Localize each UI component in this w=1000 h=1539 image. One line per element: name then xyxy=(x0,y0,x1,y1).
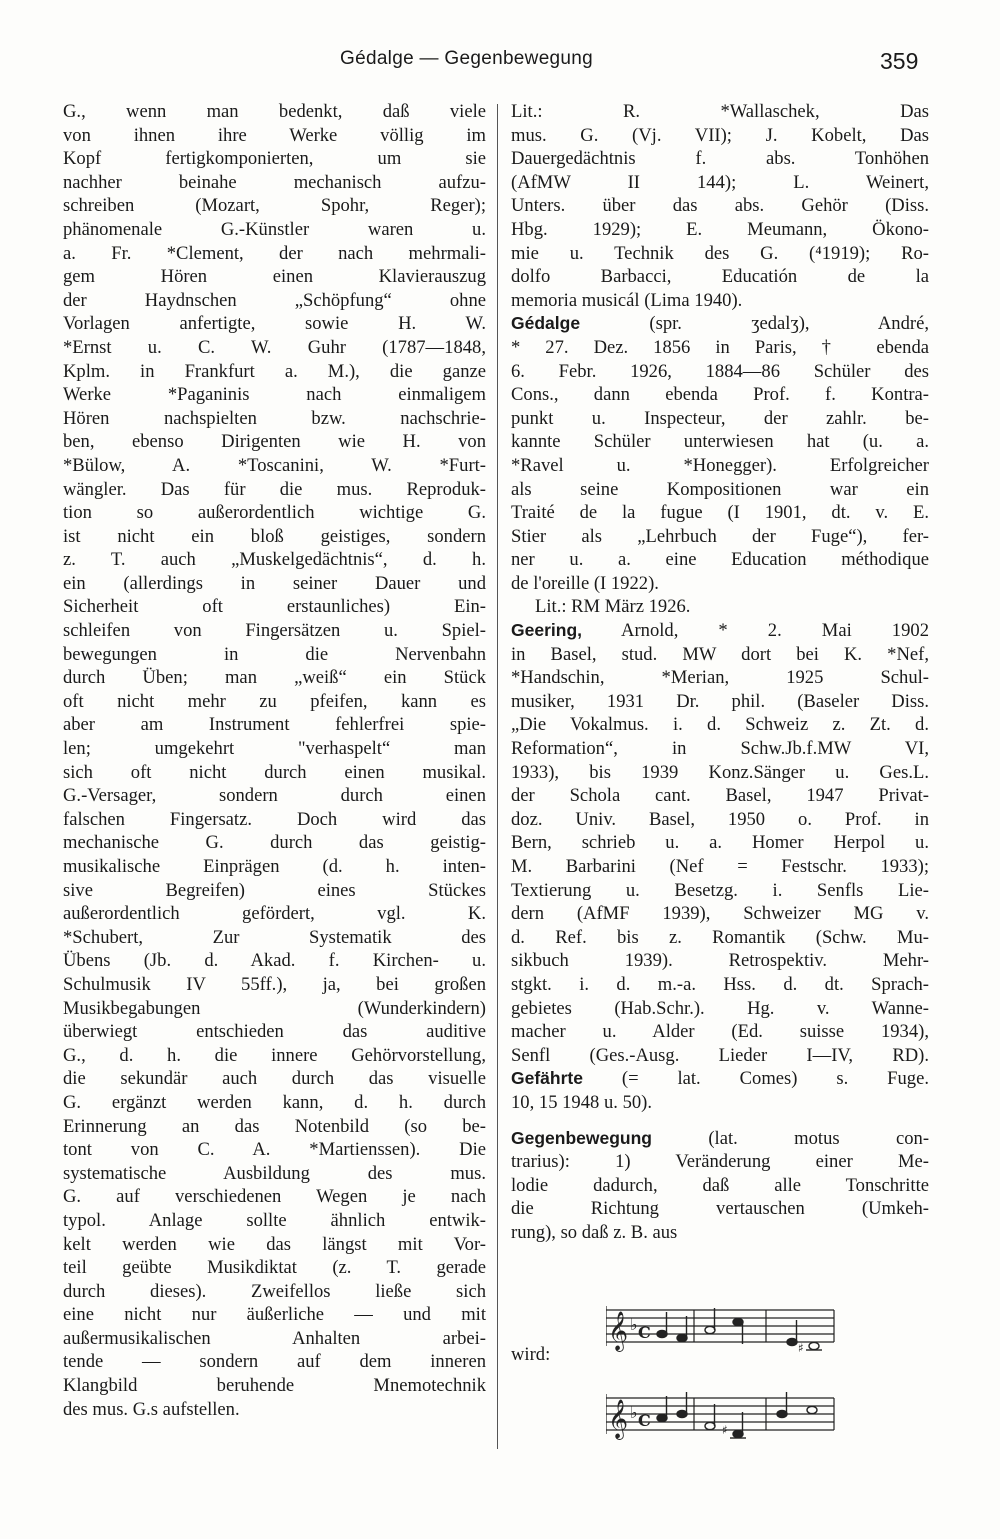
text-line: gebietes (Hab.Schr.). Hg. v. Wanne- xyxy=(511,997,929,1019)
text-line: „Die Vokalmus. i. d. Schweiz z. Zt. d. xyxy=(511,714,929,736)
running-head xyxy=(0,44,1000,76)
text-line: z. T. auch „Muskelgedächtnis“, d. h. xyxy=(63,549,486,571)
text-line: Unters. über das abs. Gehör (Diss. xyxy=(511,195,929,217)
entry-first-line xyxy=(511,619,929,643)
text-line: Klangbild beruhende Mnemotechnik xyxy=(63,1375,486,1397)
text-run: (spr. ʒedalʒ), André, xyxy=(649,313,929,335)
text-line: systematische Ausbildung des mus. xyxy=(63,1162,486,1184)
text-line: Bern, schrieb u. a. Homer Herpol u. xyxy=(511,832,929,854)
column-rule xyxy=(497,104,498,1449)
text-line: Werke *Paganinis nach einmaligem xyxy=(63,384,486,406)
text-line: ner u. a. eine Education méthodique xyxy=(511,549,929,571)
text-line: Musikbegabungen (Wunderkindern) xyxy=(63,997,486,1019)
text-line: G. auf verschiedenen Wegen je nach xyxy=(63,1186,486,1208)
svg-text:𝄞: 𝄞 xyxy=(608,1399,629,1439)
svg-text:♯: ♯ xyxy=(798,1341,804,1355)
text-line: bewegungen in die Nervenbahn xyxy=(63,643,486,665)
text-line: teil geübte Musikdiktat (z. T. gerade xyxy=(63,1257,486,1279)
text-line: (AfMW II 144); L. Weinert, xyxy=(511,171,929,193)
text-line: Lit.: R. *Wallaschek, Das xyxy=(511,101,929,122)
text-line: in Basel, stud. MW dort bei K. *Nef, xyxy=(511,643,929,665)
text-line: mechanische G. durch das geistig- xyxy=(63,832,486,854)
text-line: *Handschin, *Merian, 1925 Schul- xyxy=(511,667,929,689)
text-line: von ihnen ihre Werke völlig im xyxy=(63,124,486,146)
text-line: Reformation“, in Schw.Jb.f.MW VI, xyxy=(511,738,929,760)
text-line: sive Begreifen) eines Stückes xyxy=(63,879,486,901)
text-line: 10, 15 1948 u. 50). xyxy=(511,1091,652,1113)
running-title: Gédalge — Gegenbewegung xyxy=(340,48,594,69)
text-line: G., wenn man bedenkt, daß viele xyxy=(63,101,486,122)
headword: Gédalge xyxy=(511,313,581,334)
text-line: der Haydnschen „Schöpfung“ ohne xyxy=(63,289,486,311)
text-line: mus. G. (Vj. VII); J. Kobelt, Das xyxy=(511,124,929,146)
headword: Gegenbewegung xyxy=(511,1127,652,1148)
text-line: tende — sondern auf dem inneren xyxy=(63,1351,486,1373)
svg-text:♭: ♭ xyxy=(630,1403,638,1422)
svg-text:𝄞: 𝄞 xyxy=(608,1311,629,1351)
headword: Geering, xyxy=(511,620,582,641)
text-line: Cons., dann ebenda Prof. f. Kontra- xyxy=(511,384,929,406)
text-line: *Ravel u. *Honegger). Erfolgreicher xyxy=(511,454,929,476)
text-line: typol. Anlage sollte ähnlich entwik- xyxy=(63,1209,486,1231)
music-staff-inversion xyxy=(606,1388,856,1448)
text-run: (= lat. Comes) s. Fuge. xyxy=(621,1068,929,1090)
text-line: die sekundär auch durch das visuelle xyxy=(63,1068,486,1090)
text-line: tont von C. A. *Martienssen). Die xyxy=(63,1139,486,1161)
text-line: d. Ref. bis z. Romantik (Schw. Mu- xyxy=(511,926,929,948)
text-line: 1933), bis 1939 Konz.Sänger u. Ges.L. xyxy=(511,761,929,783)
text-line: sikbuch 1939). Retrospektiv. Mehr- xyxy=(511,950,929,972)
text-line: kannte Schüler unterwiesen hat (u. a. xyxy=(511,431,929,453)
svg-text:♭: ♭ xyxy=(630,1315,638,1334)
text-line: die Richtung vertauschen (Umkeh- xyxy=(511,1198,929,1220)
text-line: musiker, 1931 Dr. phil. (Baseler Diss. xyxy=(511,690,929,712)
text-line: memoria musicál (Lima 1940). xyxy=(511,289,743,311)
text-line: doz. Univ. Basel, 1950 o. Prof. in xyxy=(511,808,929,830)
text-line: G., d. h. die innere Gehörvorstellung, xyxy=(63,1044,486,1066)
headword: Gefährte xyxy=(511,1068,583,1089)
text-line: schleifen von Fingersätzen u. Spiel- xyxy=(63,620,486,642)
text-line: Hbg. 1929); E. Meumann, Ökono- xyxy=(511,218,929,240)
text-line: Sicherheit oft erstaunliches) Ein- xyxy=(63,596,486,618)
text-line: ein (allerdings in seiner Dauer und xyxy=(63,572,486,594)
text-line: stgkt. i. d. m.-a. Hss. d. dt. Sprach- xyxy=(511,973,929,995)
svg-text:C: C xyxy=(638,1323,651,1342)
text-line: des mus. G.s aufstellen. xyxy=(63,1398,240,1420)
text-line: tion so außerordentlich wichtige G. xyxy=(63,502,486,524)
text-line: durch dieses). Zweifellos ließe sich xyxy=(63,1280,486,1302)
text-line: außermusikalischen Anhalten arbei- xyxy=(63,1327,486,1349)
text-line: Schulmusik IV 55ff.), ja, bei großen xyxy=(63,973,486,995)
text-line: Kplm. in Frankfurt a. M.), die ganze xyxy=(63,360,486,382)
text-line: Dauergedächtnis f. abs. Tonhöhen xyxy=(511,148,929,170)
text-line: schreiben (Mozart, Spohr, Reger); xyxy=(63,195,486,217)
text-run: Arnold, * 2. Mai 1902 xyxy=(621,620,929,642)
text-line: 6. Febr. 1926, 1884—86 Schüler des xyxy=(511,360,929,382)
text-line: * 27. Dez. 1856 in Paris, † ebenda xyxy=(511,336,929,358)
text-line: aber am Instrument fehlerfrei spie- xyxy=(63,714,486,736)
text-line: trarius): 1) Veränderung einer Me- xyxy=(511,1151,929,1173)
text-line: außerordentlich gefördert, vgl. K. xyxy=(63,903,486,925)
text-line: len; umgekehrt "verhaspelt“ man xyxy=(63,738,486,760)
text-line: Lit.: RM März 1926. xyxy=(535,596,691,618)
entry-first-line xyxy=(511,312,929,336)
text-line: *Ernst u. C. W. Guhr (1787—1848, xyxy=(63,336,486,358)
text-line: Textierung u. Besetzg. i. Senfls Lie- xyxy=(511,879,929,901)
music-examples xyxy=(511,1300,929,1460)
text-line: Vorlagen anfertigte, sowie H. W. xyxy=(63,313,486,335)
text-line: mie u. Technik des G. (⁴1919); Ro- xyxy=(511,242,929,264)
text-line: macher u. Alder (Ed. suisse 1934), xyxy=(511,1021,929,1043)
text-line: der Schola cant. Basel, 1947 Privat- xyxy=(511,785,929,807)
entry-gedalge xyxy=(511,312,929,619)
text-line: eine nicht nur äußerliche — und mit xyxy=(63,1304,486,1326)
entry-first-line xyxy=(511,1067,929,1091)
text-line: *Bülow, A. *Toscanini, W. *Furt- xyxy=(63,454,486,476)
text-line: a. Fr. *Clement, der nach mehrmali- xyxy=(63,242,486,264)
text-line: *Schubert, Zur Systematik des xyxy=(63,926,486,948)
text-line: Senfl (Ges.-Ausg. Lieder I—IV, RD). xyxy=(511,1044,929,1066)
svg-text:♯: ♯ xyxy=(722,1423,728,1437)
text-line: rung), so daß z. B. aus xyxy=(511,1221,678,1243)
text-line: Erinnerung an das Notenbild (so be- xyxy=(63,1115,486,1137)
text-line: Hören nachspielten bzw. nachschrie- xyxy=(63,407,486,429)
text-line: phänomenale G.-Künstler waren u. xyxy=(63,218,486,240)
entry-gegenbewegung xyxy=(511,1127,929,1245)
music-staff-original xyxy=(606,1300,856,1360)
text-line: Übens (Jb. d. Akad. f. Kirchen- u. xyxy=(63,950,486,972)
text-line: M. Barbarini (Nef = Festschr. 1933); xyxy=(511,856,929,877)
entry-lit-gedaechtnis xyxy=(511,100,929,312)
text-line: überwiegt entschieden das auditive xyxy=(63,1021,486,1043)
music-label: wird: xyxy=(511,1344,551,1365)
text-line: G. ergänzt werden kann, d. h. durch xyxy=(63,1091,486,1113)
text-line: lodie dadurch, daß alle Tonschritte xyxy=(511,1174,929,1196)
text-line: G.-Versager, sondern durch einen xyxy=(63,785,486,807)
text-line: dolfo Barbacci, Educatión de la xyxy=(511,266,929,288)
right-column xyxy=(511,100,929,1245)
text-run: (lat. motus con- xyxy=(708,1127,929,1149)
text-line: ist nicht ein bloß geistiges, sondern xyxy=(63,525,486,547)
text-line: falschen Fingersatz. Doch wird das xyxy=(63,808,486,830)
text-line: durch Üben; man „weiß“ ein Stück xyxy=(63,667,486,689)
text-line: gem Hören einen Klavierauszug xyxy=(63,266,486,288)
text-line: kelt werden wie das längst mit Vor- xyxy=(63,1233,486,1255)
text-line: Traité de la fugue (I 1901, dt. v. E. xyxy=(511,502,929,524)
text-line: Kopf fertigkomponierten, um sie xyxy=(63,148,486,170)
entry-geering xyxy=(511,619,929,1067)
text-line: als seine Kompositionen war ein xyxy=(511,478,929,500)
text-line: musikalische Einprägen (d. h. inten- xyxy=(63,856,486,877)
text-line: ben, ebenso Dirigenten wie H. von xyxy=(63,431,486,453)
page-number: 359 xyxy=(880,48,919,74)
text-line: nachher beinahe mechanisch aufzu- xyxy=(63,171,486,193)
text-line: punkt u. Inspecteur, der zahlr. be- xyxy=(511,407,929,429)
entry-gefaehrte xyxy=(511,1067,929,1114)
text-line: de l'oreille (I 1922). xyxy=(511,572,659,594)
svg-text:C: C xyxy=(638,1411,651,1430)
text-line: wängler. Das für die mus. Reproduk- xyxy=(63,478,486,500)
text-line: oft nicht mehr zu pfeifen, kann es xyxy=(63,690,486,712)
left-column xyxy=(63,100,486,1421)
text-line: Stier als „Lehrbuch der Fuge“), fer- xyxy=(511,525,929,547)
text-line: dern (AfMF 1939), Schweizer MG v. xyxy=(511,903,929,925)
entry-first-line xyxy=(511,1127,929,1151)
text-line: sich oft nicht durch einen musikal. xyxy=(63,761,486,783)
